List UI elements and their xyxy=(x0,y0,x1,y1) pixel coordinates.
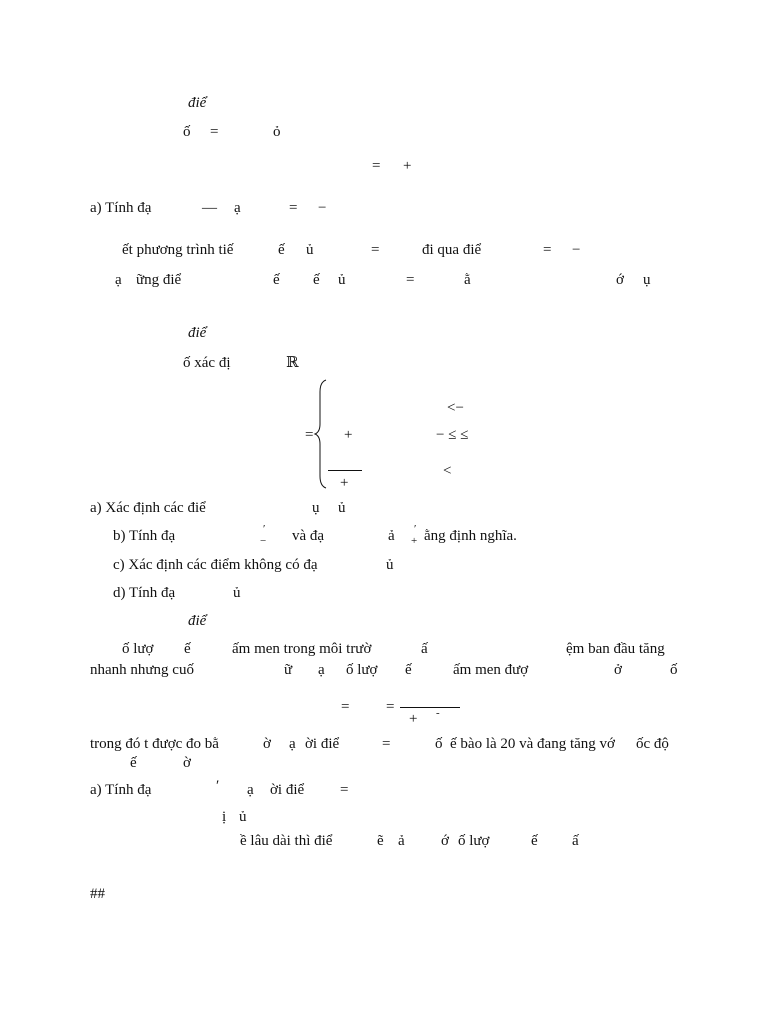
p1-question-c-6: = xyxy=(406,272,415,288)
p2-question-b-3: ả xyxy=(388,528,395,544)
problem3-heading: điể xyxy=(188,613,207,629)
p2-question-b-2: và đạ xyxy=(292,528,325,544)
p1-question-b: ết phương trình tiế xyxy=(122,242,234,258)
p3-line1-e: ệm ban đầu tăng xyxy=(566,641,665,657)
p3-question-a-2: ạ xyxy=(247,782,254,798)
p2-question-c-2: ủ xyxy=(386,557,394,573)
p3-line2-c: ạ xyxy=(318,662,325,678)
p1-question-a-b: ạ xyxy=(234,200,241,216)
p1-line1-a: ố xyxy=(183,124,191,140)
p1-question-b-4: = xyxy=(371,242,380,258)
p3-line3-e: = xyxy=(382,736,391,752)
p1-question-b-7: − xyxy=(572,242,581,258)
p1-question-c-3: ế xyxy=(273,272,280,288)
p2-case3-fraction-bar xyxy=(328,470,362,471)
p2-case3-plus: + xyxy=(340,475,349,491)
p3-line3-f: ố xyxy=(435,736,443,752)
p3-line2-f: ấm men đượ xyxy=(453,662,529,678)
p3-formula-fraction-bar xyxy=(400,707,460,708)
p3-line2-h: ố xyxy=(670,662,678,678)
p3-question-a-3: ời điể xyxy=(270,782,305,798)
p2-question-b: b) Tính đạ xyxy=(113,528,176,544)
p1-line1-c: ỏ xyxy=(273,124,281,140)
p3-line2-d: ố lượ xyxy=(346,662,378,678)
p1-question-b-5: đi qua điể xyxy=(422,242,482,258)
p3-line3-d: ời điể xyxy=(305,736,340,752)
p3-question-b-2: ủ xyxy=(239,809,247,825)
p2-question-b-minus: − xyxy=(260,535,267,547)
p3-line3-c: ạ xyxy=(289,736,296,752)
p2-question-d: d) Tính đạ xyxy=(113,585,176,601)
p3-line2-e: ế xyxy=(405,662,412,678)
p3-line1-d: ấ xyxy=(421,641,428,657)
p1-question-b-6: = xyxy=(543,242,552,258)
p3-question-b-1: ị xyxy=(222,809,227,825)
p3-line1-a: ố lượ xyxy=(122,641,154,657)
p3-line4-b: ờ xyxy=(183,755,191,771)
p2-case1-condition: <− xyxy=(447,400,464,416)
p2-question-b-4: ằng định nghĩa. xyxy=(424,528,517,544)
p3-line3-a: trong đó t được đo bằ xyxy=(90,736,219,752)
p2-case2-condition: − ≤ ≤ xyxy=(436,427,469,443)
p2-piecewise-eq: = xyxy=(305,427,314,443)
p3-line2-g: ở xyxy=(614,662,622,678)
p3-question-c-7: ấ xyxy=(572,833,579,849)
p1-question-c-9: ụ xyxy=(643,272,651,288)
p2-question-c: c) Xác định các điểm không có đạ xyxy=(113,557,318,573)
p2-question-a-3: ủ xyxy=(338,500,346,516)
p3-question-c-6: ế xyxy=(531,833,538,849)
p1-function-plus: + xyxy=(403,158,412,174)
piecewise-brace xyxy=(312,378,332,490)
p1-question-a-dash: — xyxy=(202,200,217,216)
p1-question-c-5: ủ xyxy=(338,272,346,288)
p3-line4-a: ế xyxy=(130,755,137,771)
p3-formula-minus: - xyxy=(436,707,440,719)
p2-question-a-2: ụ xyxy=(312,500,320,516)
p3-question-a: a) Tính đạ xyxy=(90,782,152,798)
p1-question-c-8: ớ xyxy=(616,272,624,288)
p1-question-b-2: ế xyxy=(278,242,285,258)
p2-question-a: a) Xác định các điể xyxy=(90,500,206,516)
p3-question-c-3: ả xyxy=(398,833,405,849)
p2-case2-plus: + xyxy=(344,427,353,443)
p3-formula-plus: + xyxy=(409,711,418,727)
p2-question-b-prime: ′ xyxy=(263,523,266,535)
p2-question-d-2: ủ xyxy=(233,585,241,601)
p3-line3-g: ế bào là 20 và đang tăng vớ xyxy=(450,736,615,752)
p2-domain-text: ố xác đị xyxy=(183,355,231,371)
p3-line2-a: nhanh nhưng cuố xyxy=(90,662,194,678)
p3-formula-eq2: = xyxy=(386,699,395,715)
p3-question-a-4: = xyxy=(340,782,349,798)
footer-hash-mark: ## xyxy=(90,886,105,902)
p3-line1-b: ế xyxy=(184,641,191,657)
p1-function-eq: = xyxy=(372,158,381,174)
p1-question-a-eq: = xyxy=(289,200,298,216)
p1-question-c-4: ế xyxy=(313,272,320,288)
problem1-heading: điể xyxy=(188,95,207,111)
p1-question-c-2: ững điể xyxy=(136,272,182,288)
p3-question-a-prime: ′ xyxy=(216,778,220,794)
p1-question-a-minus: − xyxy=(318,200,327,216)
p1-question-c-7: ằ xyxy=(464,272,471,288)
p1-question-c-1: ạ xyxy=(115,272,122,288)
p3-formula-eq1: = xyxy=(341,699,350,715)
p3-line2-b: ữ xyxy=(284,662,293,678)
p2-case3-condition: < xyxy=(443,463,452,479)
p2-reals-symbol: ℝ xyxy=(286,355,299,371)
problem2-heading: điể xyxy=(188,325,207,341)
p2-question-b-prime2: ′ xyxy=(414,523,417,535)
p3-question-c-5: ố lượ xyxy=(458,833,490,849)
p3-line3-h: ốc độ xyxy=(636,736,669,752)
p1-line1-b: = xyxy=(210,124,219,140)
p3-line3-b: ờ xyxy=(263,736,271,752)
p3-question-c-2: ẽ xyxy=(377,833,384,849)
p1-question-a: a) Tính đạ xyxy=(90,200,152,216)
p2-question-b-plus: + xyxy=(411,535,418,547)
p3-line1-c: ấm men trong môi trườ xyxy=(232,641,372,657)
p3-question-c-4: ớ xyxy=(441,833,449,849)
p1-question-b-3: ủ xyxy=(306,242,314,258)
p3-question-c-1: ề lâu dài thì điể xyxy=(240,833,333,849)
